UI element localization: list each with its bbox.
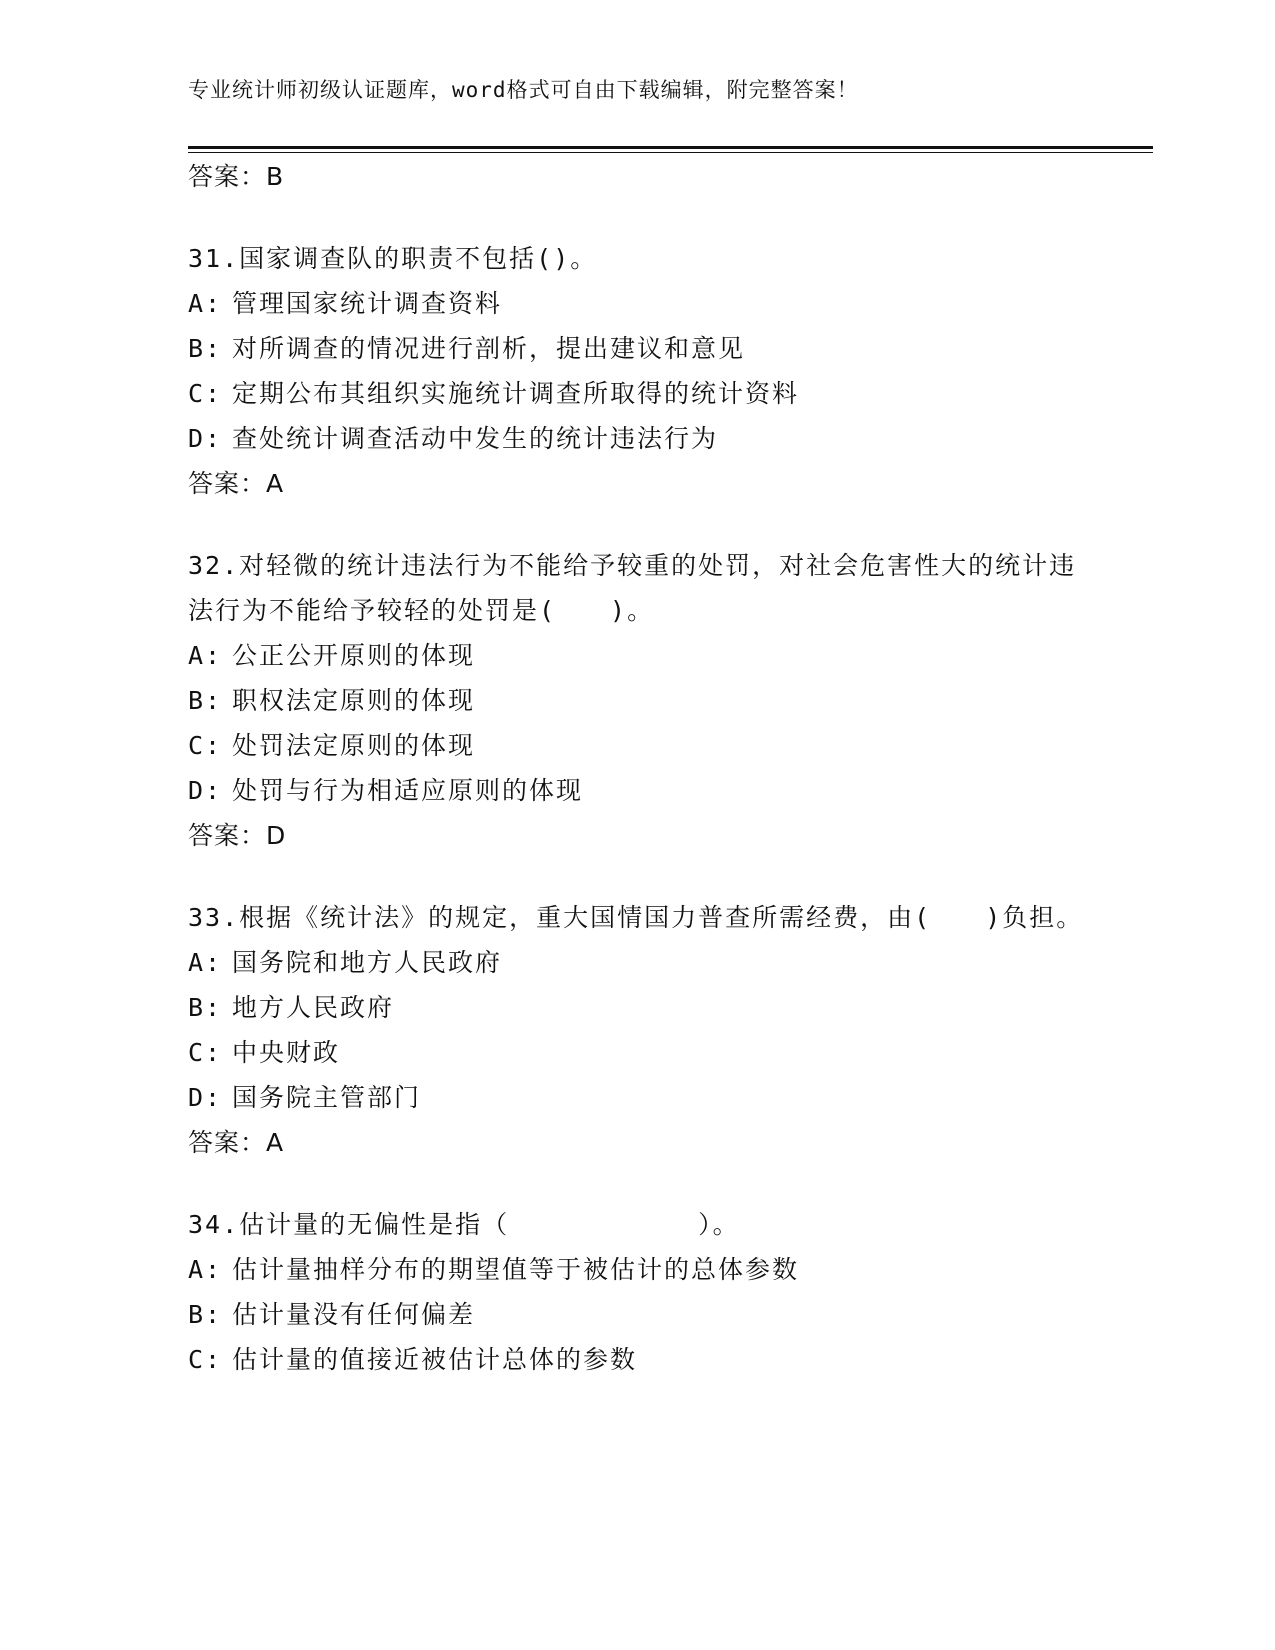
header-rule-thin bbox=[188, 152, 1153, 153]
option-text: 定期公布其组织实施统计调查所取得的统计资料 bbox=[232, 379, 800, 408]
option-c bbox=[188, 1030, 1088, 1075]
option-text: 估计量没有任何偏差 bbox=[232, 1300, 476, 1329]
option-letter: A: bbox=[188, 948, 223, 977]
option-text: 查处统计调查活动中发生的统计违法行为 bbox=[232, 424, 719, 453]
option-text: 估计量的值接近被估计总体的参数 bbox=[232, 1345, 638, 1374]
option-letter: A: bbox=[188, 289, 223, 318]
question-32 bbox=[188, 543, 1088, 859]
option-letter: A: bbox=[188, 1255, 223, 1284]
option-letter: D: bbox=[188, 424, 223, 453]
option-text: 对所调查的情况进行剖析，提出建议和意见 bbox=[232, 334, 746, 363]
option-text: 地方人民政府 bbox=[232, 993, 395, 1022]
option-b bbox=[188, 326, 1088, 371]
question-31 bbox=[188, 236, 1088, 507]
question-stem: 31.国家调查队的职责不包括()。 bbox=[188, 244, 598, 273]
question-list bbox=[188, 154, 1088, 1382]
option-text: 公正公开原则的体现 bbox=[232, 641, 476, 670]
question-stem: 33.根据《统计法》的规定，重大国情国力普查所需经费，由( )负担。 bbox=[188, 903, 1084, 932]
question-34 bbox=[188, 1202, 1088, 1382]
option-text: 职权法定原则的体现 bbox=[232, 686, 476, 715]
option-letter: B: bbox=[188, 1300, 223, 1329]
option-text: 国务院和地方人民政府 bbox=[232, 948, 503, 977]
previous-answer: 答案：B bbox=[188, 162, 285, 191]
option-letter: C: bbox=[188, 731, 223, 760]
option-d bbox=[188, 768, 1088, 813]
question-answer: 答案：A bbox=[188, 469, 285, 498]
option-letter: D: bbox=[188, 776, 223, 805]
option-letter: A: bbox=[188, 641, 223, 670]
question-answer: 答案：D bbox=[188, 821, 287, 850]
option-d bbox=[188, 416, 1088, 461]
option-letter: C: bbox=[188, 379, 223, 408]
option-letter: B: bbox=[188, 334, 223, 363]
option-letter: B: bbox=[188, 686, 223, 715]
option-a bbox=[188, 633, 1088, 678]
option-a bbox=[188, 281, 1088, 326]
option-text: 处罚法定原则的体现 bbox=[232, 731, 476, 760]
option-text: 管理国家统计调查资料 bbox=[232, 289, 503, 318]
question-answer: 答案：A bbox=[188, 1128, 285, 1157]
header-rule-thick bbox=[188, 146, 1153, 149]
option-letter: B: bbox=[188, 993, 223, 1022]
option-c bbox=[188, 371, 1088, 416]
page-header: 专业统计师初级认证题库，word格式可自由下载编辑，附完整答案！ bbox=[188, 78, 859, 102]
question-stem: 32.对轻微的统计违法行为不能给予较重的处罚，对社会危害性大的统计违法行为不能给予较轻的处罚是( )。 bbox=[188, 551, 1077, 625]
option-letter: C: bbox=[188, 1038, 223, 1067]
question-33 bbox=[188, 895, 1088, 1166]
question-stem: 34.估计量的无偏性是指（ ）。 bbox=[188, 1210, 740, 1239]
option-c bbox=[188, 723, 1088, 768]
option-b bbox=[188, 678, 1088, 723]
option-letter: C: bbox=[188, 1345, 223, 1374]
option-text: 估计量抽样分布的期望值等于被估计的总体参数 bbox=[232, 1255, 800, 1284]
option-text: 处罚与行为相适应原则的体现 bbox=[232, 776, 584, 805]
option-letter: D: bbox=[188, 1083, 223, 1112]
option-a bbox=[188, 940, 1088, 985]
option-a bbox=[188, 1247, 1088, 1292]
option-d bbox=[188, 1075, 1088, 1120]
option-b bbox=[188, 985, 1088, 1030]
option-text: 国务院主管部门 bbox=[232, 1083, 422, 1112]
option-text: 中央财政 bbox=[232, 1038, 341, 1067]
option-b bbox=[188, 1292, 1088, 1337]
option-c bbox=[188, 1337, 1088, 1382]
